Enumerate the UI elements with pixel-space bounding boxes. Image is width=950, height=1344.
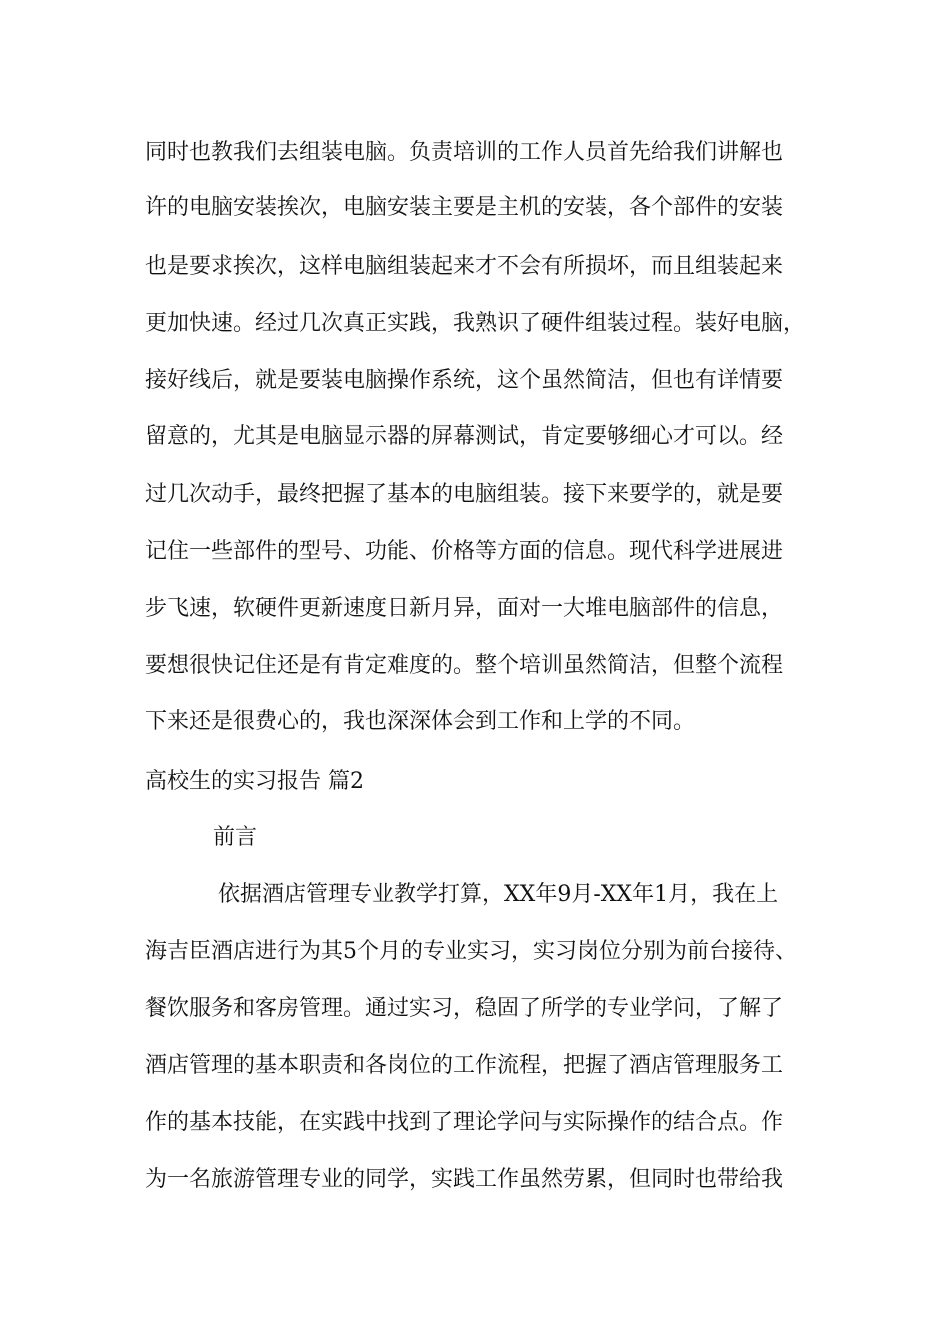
paragraph-line: 也是要求挨次，这样电脑组装起来才不会有所损坏，而且组装起来 <box>145 254 784 279</box>
paragraph-line: 要想很快记住还是有肯定难度的。整个培训虽然简洁，但整个流程 <box>145 653 784 678</box>
paragraph-line: 酒店管理的基本职责和各岗位的工作流程，把握了酒店管理服务工 <box>145 1053 784 1078</box>
paragraph-line: 为一名旅游管理专业的同学，实践工作虽然劳累，但同时也带给我 <box>145 1167 784 1192</box>
paragraph-line: 餐饮服务和客房管理。通过实习，稳固了所学的专业学问，了解了 <box>145 996 784 1021</box>
paragraph-line: 步飞速，软硬件更新速度日新月异，面对一大堆电脑部件的信息， <box>145 596 784 621</box>
paragraph-line: 作的基本技能，在实践中找到了理论学问与实际操作的结合点。作 <box>145 1110 784 1135</box>
paragraph-line: 海吉臣酒店进行为其5个月的专业实习，实习岗位分别为前台接待、 <box>145 939 797 964</box>
preface-heading: 前言 <box>213 825 258 850</box>
paragraph-line: 依据酒店管理专业教学打算，XX年9月-XX年1月，我在上 <box>218 882 779 907</box>
paragraph-line: 留意的，尤其是电脑显示器的屏幕测试，肯定要够细心才可以。经 <box>145 424 784 449</box>
section-heading: 高校生的实习报告 篇2 <box>145 769 364 794</box>
paragraph-line: 同时也教我们去组装电脑。负责培训的工作人员首先给我们讲解也 <box>145 140 784 165</box>
paragraph-line: 过几次动手，最终把握了基本的电脑组装。接下来要学的，就是要 <box>145 482 784 507</box>
paragraph-line: 记住一些部件的型号、功能、价格等方面的信息。现代科学进展进 <box>145 539 784 564</box>
paragraph-line: 接好线后，就是要装电脑操作系统，这个虽然简洁，但也有详情要 <box>145 368 784 393</box>
paragraph-line: 许的电脑安装挨次，电脑安装主要是主机的安装，各个部件的安装 <box>145 195 784 220</box>
paragraph-line: 下来还是很费心的，我也深深体会到工作和上学的不同。 <box>145 709 696 734</box>
paragraph-line: 更加快速。经过几次真正实践，我熟识了硬件组装过程。装好电脑， <box>145 311 806 336</box>
